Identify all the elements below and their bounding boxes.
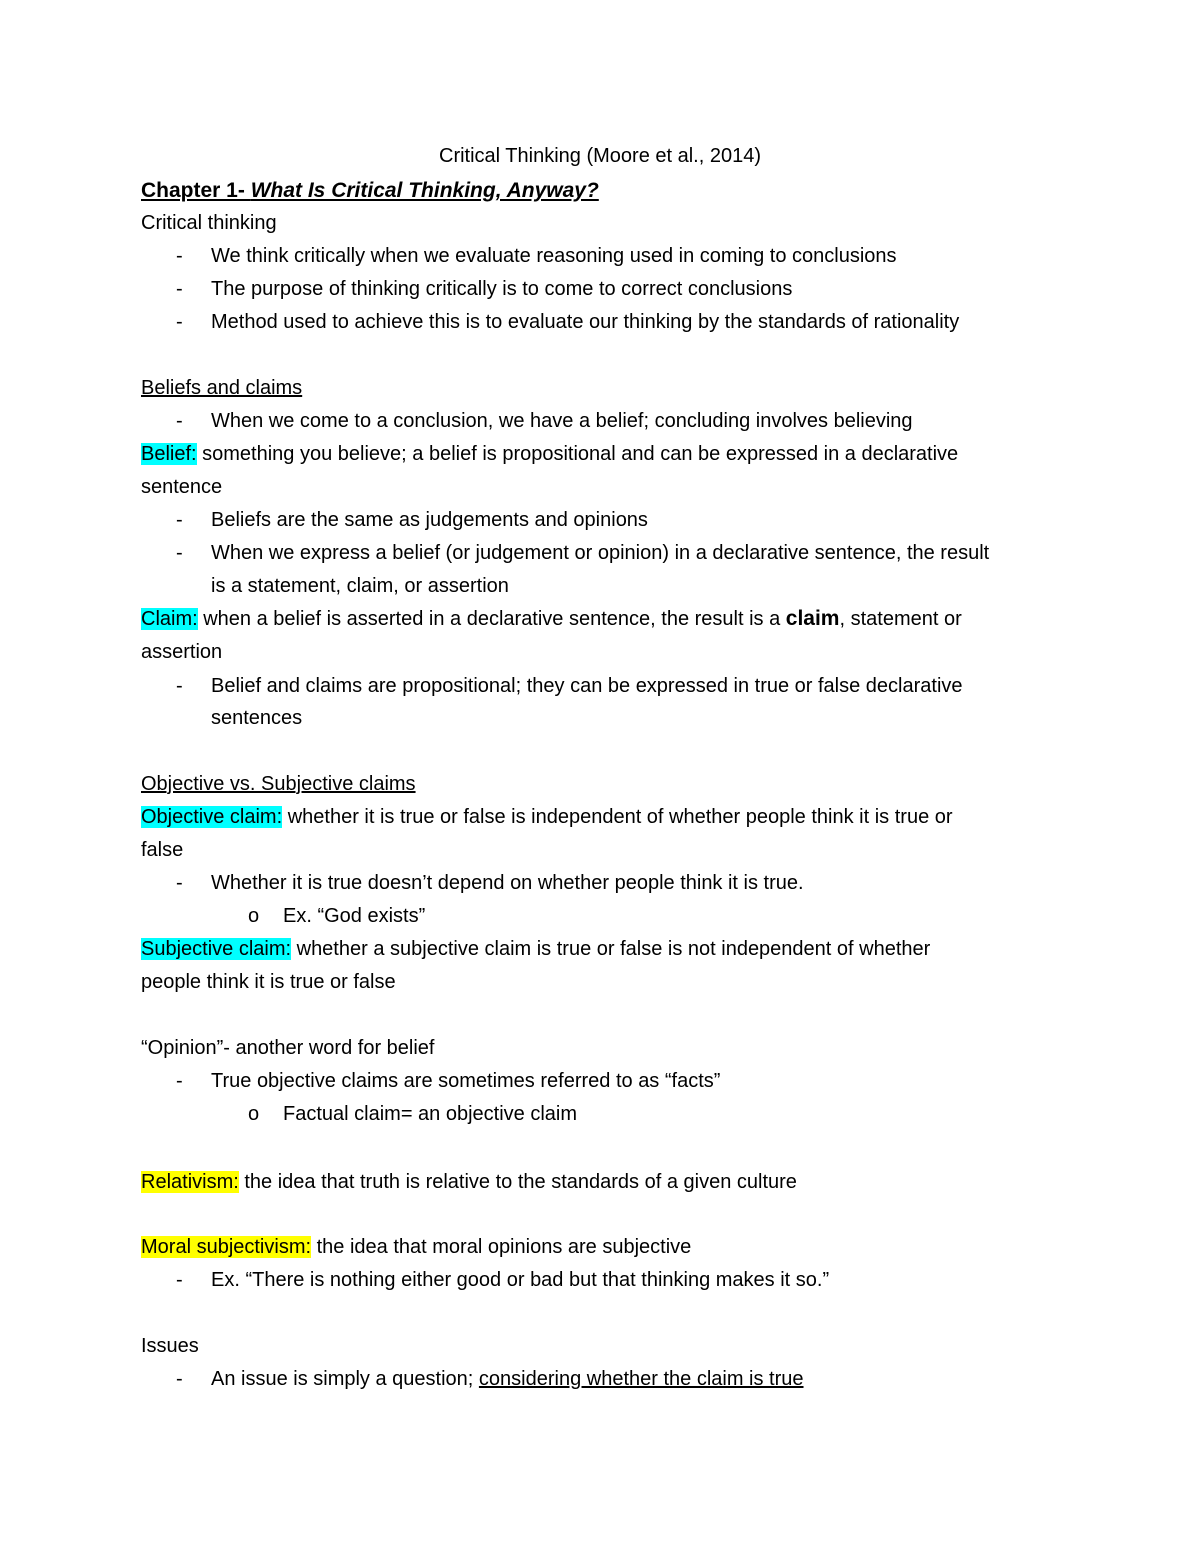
dash-bullet-marker: - <box>176 1368 183 1390</box>
dash-bullet-marker: - <box>176 1269 183 1291</box>
definition-relativism <box>141 1170 797 1194</box>
section-heading-beliefs-and-claims: Beliefs and claims <box>141 377 303 399</box>
term-objective-claim: Objective claim: <box>141 806 283 828</box>
definition-moral-subjectivism <box>141 1235 691 1259</box>
definition-belief <box>141 442 958 466</box>
definition-text: , statement or <box>839 608 962 630</box>
list-item-continuation: sentences <box>211 707 303 729</box>
dash-bullet-marker: - <box>176 542 183 564</box>
definition-text: when a belief is asserted in a declarative sentence, the result is a <box>197 608 786 630</box>
dash-bullet-marker: - <box>176 278 183 300</box>
list-item: True objective claims are sometimes referred to as “facts” <box>211 1070 721 1092</box>
definition-subjective-claim <box>141 937 930 961</box>
underlined-text: considering whether the claim is true <box>478 1368 804 1390</box>
dash-bullet-marker: - <box>176 311 183 333</box>
sub-list-item: Factual claim= an objective claim <box>283 1103 578 1125</box>
definition-text: whether a subjective claim is true or false is not independent of whether <box>291 938 931 960</box>
list-item: When we come to a conclusion, we have a belief; concluding involves believing <box>211 410 913 432</box>
list-item: When we express a belief (or judgement or opinion) in a declarative sentence, the result <box>211 542 990 564</box>
circle-bullet-marker: o <box>248 905 260 927</box>
dash-bullet-marker: - <box>176 410 183 432</box>
list-item <box>211 1367 804 1391</box>
definition-claim <box>141 607 962 631</box>
definition-continuation: assertion <box>141 641 223 663</box>
emphasized-word: claim <box>785 607 840 630</box>
list-item: Ex. “There is nothing either good or bad but that thinking makes it so.” <box>211 1269 830 1291</box>
section-heading-issues: Issues <box>141 1335 199 1357</box>
definition-continuation: false <box>141 839 184 861</box>
dash-bullet-marker: - <box>176 1070 183 1092</box>
list-item: Beliefs are the same as judgements and opinions <box>211 509 648 531</box>
term-moral-subjectivism: Moral subjectivism: <box>141 1236 312 1258</box>
dash-bullet-marker: - <box>176 245 183 267</box>
chapter-subtitle: What Is Critical Thinking, Anyway? <box>250 179 599 202</box>
list-item: Belief and claims are propositional; they can be expressed in true or false declarative <box>211 675 963 697</box>
definition-text: something you believe; a belief is propositional and can be expressed in a declarative <box>196 443 959 465</box>
definition-text: whether it is true or false is independent of whether people think it is true or <box>282 806 953 828</box>
term-claim: Claim: <box>141 608 198 630</box>
definition-continuation: sentence <box>141 476 223 498</box>
term-belief: Belief: <box>141 443 197 465</box>
definition-continuation: people think it is true or false <box>141 971 396 993</box>
chapter-heading <box>141 179 599 203</box>
dash-bullet-marker: - <box>176 675 183 697</box>
definition-objective-claim <box>141 805 953 829</box>
dash-bullet-marker: - <box>176 872 183 894</box>
document-title: Critical Thinking (Moore et al., 2014) <box>439 145 761 167</box>
circle-bullet-marker: o <box>248 1103 260 1125</box>
list-item-text: An issue is simply a question; <box>211 1368 479 1390</box>
section-heading-critical-thinking: Critical thinking <box>141 212 277 234</box>
list-item: The purpose of thinking critically is to come to correct conclusions <box>211 278 793 300</box>
chapter-prefix: Chapter 1- <box>141 179 251 202</box>
sub-list-item: Ex. “God exists” <box>283 905 426 927</box>
list-item: Method used to achieve this is to evaluate our thinking by the standards of rationality <box>211 311 960 333</box>
opinion-line: “Opinion”- another word for belief <box>141 1037 435 1059</box>
term-subjective-claim: Subjective claim: <box>141 938 292 960</box>
list-item: Whether it is true doesn’t depend on whether people think it is true. <box>211 872 804 894</box>
list-item: We think critically when we evaluate reasoning used in coming to conclusions <box>211 245 897 267</box>
dash-bullet-marker: - <box>176 509 183 531</box>
section-heading-objective-vs-subjective: Objective vs. Subjective claims <box>141 773 416 795</box>
definition-text: the idea that truth is relative to the standards of a given culture <box>238 1171 797 1193</box>
list-item-continuation: is a statement, claim, or assertion <box>211 575 509 597</box>
definition-text: the idea that moral opinions are subjective <box>311 1236 692 1258</box>
term-relativism: Relativism: <box>141 1171 239 1193</box>
